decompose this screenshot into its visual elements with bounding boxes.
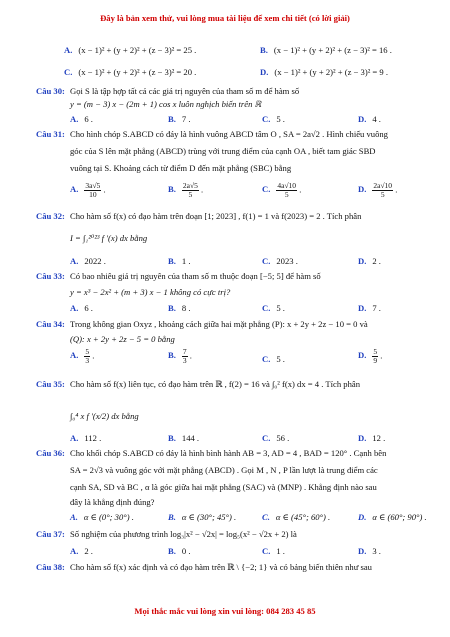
top-options-row-2 bbox=[0, 66, 450, 78]
question-text: SA = 2√3 và vuông góc với mặt phẳng (ABCD) . Gọi M , N , P lần lượt là trung điểm các bbox=[70, 465, 378, 475]
option-d[interactable]: D. $\frac{5}{9}$ . bbox=[358, 347, 383, 365]
question-text: y = (m − 3) x − (2m + 1) cos x luôn nghịch biến trên ℝ bbox=[70, 99, 262, 109]
option-a[interactable]: A. $\frac{3a√5}{10}$ . bbox=[70, 181, 106, 199]
option-d[interactable]: D. 4 . bbox=[358, 114, 381, 124]
q35-line-1 bbox=[0, 378, 450, 390]
q34-line-2 bbox=[0, 333, 450, 345]
option-c[interactable]: C. 5 . bbox=[262, 303, 285, 313]
question-text: Cho hàm số f(x) liên tục, có đạo hàm trên ℝ , f(2) = 16 và ∫₀² f(x) dx = 4 . Tích phân bbox=[70, 379, 360, 389]
option-a[interactable]: A. α ∈ (0°; 30°) . bbox=[70, 512, 134, 522]
q36-line-4 bbox=[0, 496, 450, 508]
question-number: Câu 35: bbox=[36, 379, 65, 389]
q36-line-1 bbox=[0, 447, 450, 459]
contact-footer: Mọi thắc mắc vui lòng xin vui lòng: 084 283 45 85 bbox=[134, 606, 316, 616]
question-text: cạnh SA, SD và BC , α là góc giữa hai mặt phẳng (SAC) và (MNP) . Khẳng định nào sau bbox=[70, 482, 377, 492]
option-d[interactable]: D. α ∈ (60°; 90°) . bbox=[358, 512, 427, 522]
option-d[interactable]: D. 2 . bbox=[358, 256, 381, 266]
option-b[interactable]: B. α ∈ (30°; 45°) . bbox=[168, 512, 237, 522]
question-number: Câu 32: bbox=[36, 211, 65, 221]
top-options-row-1 bbox=[0, 44, 450, 56]
q37-line-1 bbox=[0, 528, 450, 540]
question-text: Có bao nhiêu giá trị nguyên của tham số m thuộc đoạn [−5; 5] để hàm số bbox=[70, 271, 321, 281]
question-text: vuông tại S. Khoảng cách từ điểm D đến mặt phẳng (SBC) bằng bbox=[70, 163, 292, 173]
question-text: ∫₀⁴ x f ′(x/2) dx bằng bbox=[70, 411, 139, 421]
option-a[interactable]: A. (x − 1)² + (y + 2)² + (z − 3)² = 25 . bbox=[64, 45, 197, 55]
option-a[interactable]: A. $\frac{5}{3}$ . bbox=[70, 347, 95, 365]
q31-options bbox=[0, 182, 450, 204]
option-d[interactable]: D. 12 . bbox=[358, 433, 386, 443]
preview-banner: Đây là bản xem thử, vui lòng mua tài liệu để xem chi tiết (có lời giải) bbox=[100, 13, 350, 23]
option-c[interactable]: C. 1 . bbox=[262, 546, 285, 556]
question-number: Câu 37: bbox=[36, 529, 65, 539]
q32-options bbox=[0, 255, 450, 267]
option-a[interactable]: A. 2 . bbox=[70, 546, 93, 556]
option-b[interactable]: B. (x − 1)² + (y + 2)² + (z − 3)² = 16 . bbox=[260, 45, 392, 55]
option-a[interactable]: A. 2022 . bbox=[70, 256, 106, 266]
option-c[interactable]: C. $\frac{4a√10}{5}$ . bbox=[262, 181, 302, 199]
question-number: Câu 31: bbox=[36, 129, 65, 139]
option-c[interactable]: C. 5 . bbox=[262, 354, 285, 364]
option-b[interactable]: B. 8 . bbox=[168, 303, 191, 313]
option-c[interactable]: C. 5 . bbox=[262, 114, 285, 124]
question-number: Câu 36: bbox=[36, 448, 65, 458]
q34-line-1 bbox=[0, 318, 450, 330]
q32-line-1 bbox=[0, 210, 450, 222]
question-number: Câu 33: bbox=[36, 271, 65, 281]
question-text: đây là khẳng định đúng? bbox=[70, 497, 155, 507]
option-d[interactable]: D. $\frac{2a√10}{5}$ . bbox=[358, 181, 398, 199]
q36-options bbox=[0, 511, 450, 523]
option-d[interactable]: D. 7 . bbox=[358, 303, 381, 313]
option-c[interactable]: C. 56 . bbox=[262, 433, 290, 443]
q35-line-2 bbox=[0, 410, 450, 422]
q35-options bbox=[0, 432, 450, 444]
option-a[interactable]: A. 6 . bbox=[70, 303, 93, 313]
question-number: Câu 30: bbox=[36, 86, 65, 96]
option-c[interactable]: C. 2023 . bbox=[262, 256, 298, 266]
question-text: Gọi S là tập hợp tất cả các giá trị nguyên của tham số m để hàm số bbox=[70, 86, 300, 96]
q30-line-1 bbox=[0, 85, 450, 97]
q30-options bbox=[0, 113, 450, 125]
option-a[interactable]: A. 6 . bbox=[70, 114, 93, 124]
question-text: Trong không gian Oxyz , khoảng cách giữa hai mặt phẳng (P): x + 2y + 2z − 10 = 0 và bbox=[70, 319, 368, 329]
option-b[interactable]: B. 7 . bbox=[168, 114, 191, 124]
q31-line-3 bbox=[0, 162, 450, 174]
option-d[interactable]: D. 3 . bbox=[358, 546, 381, 556]
question-text: Số nghiệm của phương trình log₃|x² − √2x| = log₅(x² − √2x + 2) là bbox=[70, 529, 297, 539]
question-text: (Q): x + 2y + 2z − 5 = 0 bằng bbox=[70, 334, 175, 344]
q33-options bbox=[0, 302, 450, 314]
q36-line-3 bbox=[0, 481, 450, 493]
option-c[interactable]: C. α ∈ (45°; 60°) . bbox=[262, 512, 331, 522]
option-c[interactable]: C. (x − 1)² + (y + 2)² + (z − 3)² = 20 . bbox=[64, 67, 197, 77]
question-text: Cho khối chóp S.ABCD có đáy là hình bình hành AB = 3, AD = 4 , BAD = 120° . Cạnh bên bbox=[70, 448, 387, 458]
q38-line-1 bbox=[0, 561, 450, 573]
q31-line-1 bbox=[0, 128, 450, 140]
option-b[interactable]: B. 0 . bbox=[168, 546, 191, 556]
question-text: y = x³ − 2x² + (m + 3) x − 1 không có cực trị? bbox=[70, 287, 231, 297]
q31-line-2 bbox=[0, 145, 450, 157]
question-text: Cho hàm số f(x) xác định và có đạo hàm trên ℝ \ {−2; 1} và có bảng biến thiên như sau bbox=[70, 562, 372, 572]
question-text: I = ∫₁²⁰²³ f ′(x) dx bằng bbox=[70, 233, 148, 243]
option-a[interactable]: A. 112 . bbox=[70, 433, 102, 443]
q30-line-2 bbox=[0, 98, 450, 110]
question-number: Câu 34: bbox=[36, 319, 65, 329]
q33-line-1 bbox=[0, 270, 450, 282]
q36-line-2 bbox=[0, 464, 450, 476]
q34-options bbox=[0, 348, 450, 370]
option-b[interactable]: B. 1 . bbox=[168, 256, 191, 266]
question-number: Câu 38: bbox=[36, 562, 65, 572]
q33-line-2 bbox=[0, 286, 450, 298]
option-b[interactable]: B. 144 . bbox=[168, 433, 200, 443]
option-d[interactable]: D. (x − 1)² + (y + 2)² + (z − 3)² = 9 . bbox=[260, 67, 389, 77]
q37-options bbox=[0, 545, 450, 557]
option-b[interactable]: B. $\frac{2a√5}{5}$ . bbox=[168, 181, 204, 199]
question-text: Cho hình chóp S.ABCD có đáy là hình vuông ABCD tâm O , SA = 2a√2 . Hình chiếu vuông bbox=[70, 129, 388, 139]
option-b[interactable]: B. $\frac{7}{3}$ . bbox=[168, 347, 192, 365]
question-text: Cho hàm số f(x) có đạo hàm trên đoạn [1; 2023] , f(1) = 1 và f(2023) = 2 . Tích phân bbox=[70, 211, 362, 221]
question-text: góc của S lên mặt phẳng (ABCD) trùng với trung điểm của cạnh OA , biết tam giác SBD bbox=[70, 146, 376, 156]
q32-line-2 bbox=[0, 232, 450, 244]
